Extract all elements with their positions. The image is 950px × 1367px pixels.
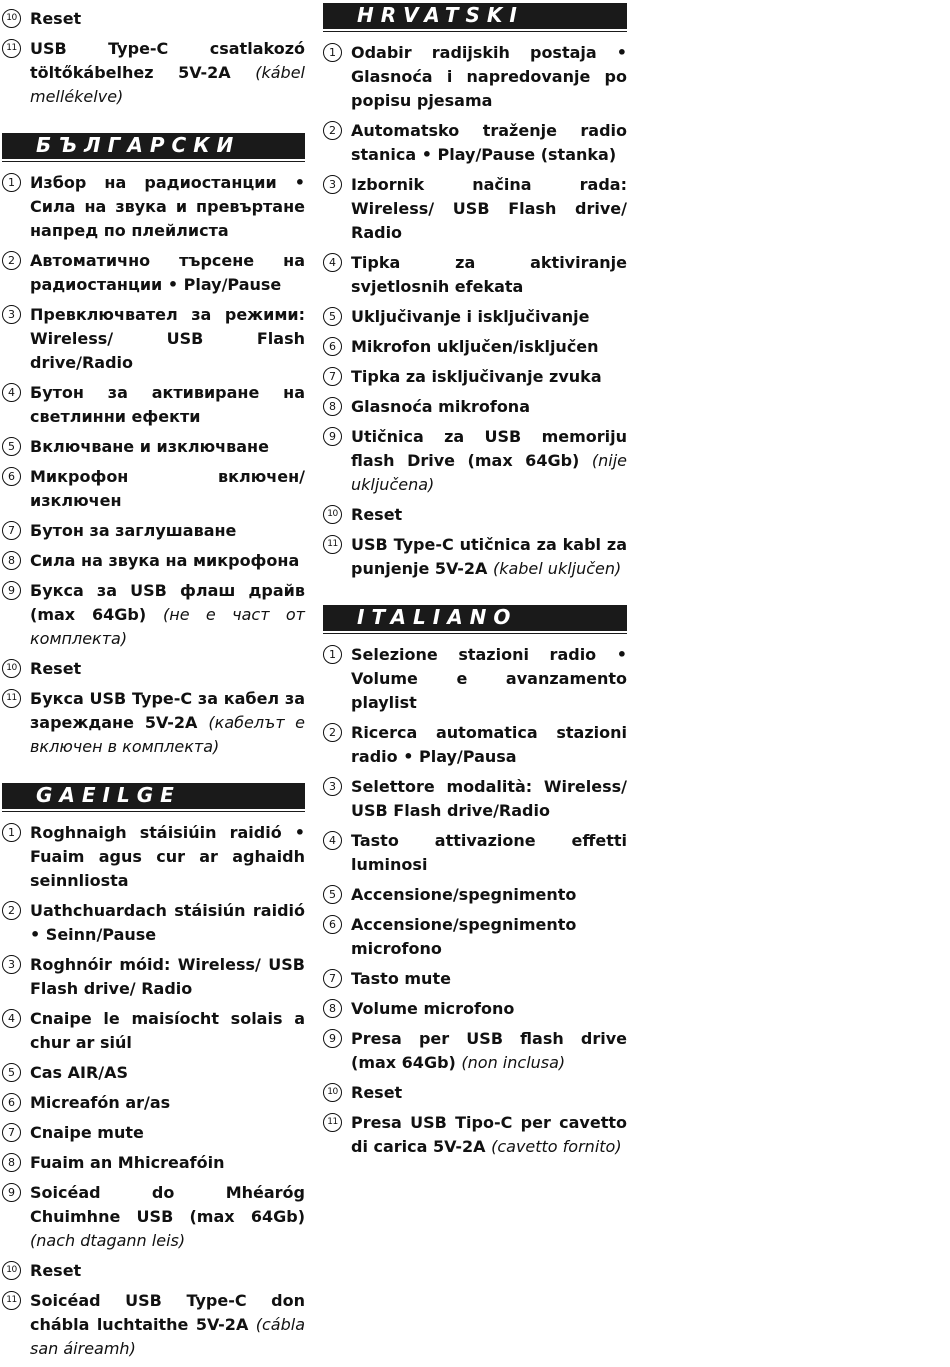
item-text: Presa USB Tipo-C per cavetto di carica 5V-2A	[351, 1113, 627, 1156]
item-text: Tasto mute	[351, 969, 451, 988]
item-note: (cavetto fornito)	[491, 1137, 622, 1156]
item-text: Utičnica za USB memoriju flash Drive (max 64Gb)	[351, 427, 627, 470]
list-item	[323, 1027, 627, 1075]
item-number-circle: 6	[2, 467, 21, 486]
item-number-circle: 6	[2, 1093, 21, 1112]
item-number-circle: 7	[323, 969, 342, 988]
item-note: (non inclusa)	[461, 1053, 566, 1072]
list-item	[2, 1151, 305, 1175]
item-note: (не е част от комплекта)	[30, 605, 306, 648]
list-item	[323, 173, 627, 245]
list-item	[323, 119, 627, 167]
list-item	[2, 37, 305, 109]
item-text: Uključivanje i isključivanje	[351, 307, 590, 326]
item-text: Избор на радиостанции • Сила на звука и превъртане напред по плейлиста	[30, 173, 305, 240]
item-number-circle: 4	[2, 383, 21, 402]
list-item	[2, 519, 305, 543]
item-number-circle: 11	[323, 1113, 342, 1132]
item-text: Automatsko traženje radio stanica • Play/Pause (stanka)	[351, 121, 627, 164]
list-item	[2, 1061, 305, 1085]
item-text: Автоматично търсене на радиостанции • Play/Pause	[30, 251, 305, 294]
list-item	[2, 1259, 305, 1283]
section-header	[323, 605, 627, 631]
list-item	[2, 249, 305, 297]
item-text: Fuaim an Mhicreafóin	[30, 1153, 225, 1172]
item-number-circle: 3	[2, 305, 21, 324]
item-text: Cnaipe mute	[30, 1123, 144, 1142]
item-number-circle: 6	[323, 915, 342, 934]
item-text: Glasnoća mikrofona	[351, 397, 530, 416]
list-item	[323, 643, 627, 715]
list-item	[323, 1111, 627, 1159]
item-number-circle: 10	[323, 1083, 342, 1102]
item-text: Reset	[351, 1083, 403, 1102]
list-item	[323, 503, 627, 527]
item-note: (nach dtagann leis)	[30, 1231, 186, 1250]
item-number-circle: 8	[2, 551, 21, 570]
list-item	[2, 1091, 305, 1115]
item-number-circle: 10	[2, 1261, 21, 1280]
item-number-circle: 8	[323, 397, 342, 416]
item-number-circle: 10	[2, 659, 21, 678]
item-number-circle: 5	[323, 307, 342, 326]
item-note: (kábel mellékelve)	[30, 63, 305, 106]
item-number-circle: 8	[323, 999, 342, 1018]
item-number-circle: 4	[323, 831, 342, 850]
list-item	[2, 381, 305, 429]
item-text: Reset	[351, 505, 403, 524]
list-item	[2, 435, 305, 459]
item-number-circle: 5	[323, 885, 342, 904]
list-item	[2, 7, 305, 31]
item-number-circle: 2	[2, 901, 21, 920]
list-item	[323, 533, 627, 581]
item-number-circle: 1	[323, 43, 342, 62]
item-number-circle: 2	[323, 121, 342, 140]
item-text: Букса USB Type-C за кабел за зареждане 5V-2A	[30, 689, 305, 732]
item-text: Reset	[30, 9, 82, 28]
item-text: Selettore modalità: Wireless/ USB Flash drive/Radio	[351, 777, 627, 820]
item-number-circle: 7	[323, 367, 342, 386]
list-item	[323, 251, 627, 299]
item-number-circle: 8	[2, 1153, 21, 1172]
list-item	[2, 1181, 305, 1253]
list-item	[2, 821, 305, 893]
item-text: Cas AIR/AS	[30, 1063, 129, 1082]
section-title: ITALIANO	[357, 605, 518, 629]
list-item	[323, 395, 627, 419]
section-title: GAEILGE	[36, 783, 181, 807]
item-number-circle: 11	[2, 689, 21, 708]
list-item	[323, 335, 627, 359]
item-number-circle: 3	[2, 955, 21, 974]
item-number-circle: 9	[323, 1029, 342, 1048]
item-number-circle: 4	[2, 1009, 21, 1028]
section-header	[323, 3, 627, 29]
list-item	[2, 687, 305, 759]
item-text: Бутон за заглушаване	[30, 521, 237, 540]
list-item	[323, 967, 627, 991]
item-note: (nije uključena)	[351, 451, 627, 494]
item-number-circle: 3	[323, 175, 342, 194]
item-text: Roghnaigh stáisiúin raidió • Fuaim agus cur ar aghaidh seinnliosta	[30, 823, 305, 890]
list-item	[323, 41, 627, 113]
item-number-circle: 1	[323, 645, 342, 664]
item-text: USB Type-C utičnica za kabl za punjenje 5V-2A	[351, 535, 627, 578]
list-item	[323, 997, 627, 1021]
list-item	[323, 775, 627, 823]
list-item	[2, 171, 305, 243]
item-number-circle: 10	[2, 9, 21, 28]
list-item	[2, 549, 305, 573]
item-text: Сила на звука на микрофона	[30, 551, 300, 570]
list-item	[323, 829, 627, 877]
list-item	[323, 365, 627, 389]
item-number-circle: 10	[323, 505, 342, 524]
list-item	[323, 913, 627, 961]
left-column	[2, 0, 305, 1367]
list-item	[2, 953, 305, 1001]
section-title: HRVATSKI	[357, 3, 524, 27]
list-item	[2, 1121, 305, 1145]
item-text: Micreafón ar/as	[30, 1093, 171, 1112]
item-text: Reset	[30, 1261, 82, 1280]
item-note: (kabel uključen)	[492, 559, 622, 578]
list-item	[323, 721, 627, 769]
item-number-circle: 2	[323, 723, 342, 742]
item-number-circle: 4	[323, 253, 342, 272]
item-text: Selezione stazioni radio • Volume e avanzamento playlist	[351, 645, 627, 712]
list-item	[2, 303, 305, 375]
item-text: Reset	[30, 659, 82, 678]
item-number-circle: 11	[323, 535, 342, 554]
item-text: Mikrofon uključen/isključen	[351, 337, 599, 356]
item-text: Tasto attivazione effetti luminosi	[351, 831, 627, 874]
item-text: USB Type-C csatlakozó töltőkábelhez 5V-2A	[30, 39, 305, 82]
list-item	[2, 899, 305, 947]
item-number-circle: 2	[2, 251, 21, 270]
item-text: Roghnóir móid: Wireless/ USB Flash drive/ Radio	[30, 955, 305, 998]
list-item	[323, 1081, 627, 1105]
item-text: Volume microfono	[351, 999, 515, 1018]
list-item	[2, 1007, 305, 1055]
item-text: Izbornik načina rada: Wireless/ USB Flash drive/ Radio	[351, 175, 627, 242]
item-number-circle: 7	[2, 521, 21, 540]
item-text: Odabir radijskih postaja • Glasnoća i napredovanje po popisu pjesama	[351, 43, 627, 110]
item-text: Accensione/spegnimento microfono	[351, 915, 577, 958]
item-text: Tipka za isključivanje zvuka	[351, 367, 602, 386]
item-text: Cnaipe le maisíocht solais a chur ar siúl	[30, 1009, 305, 1052]
list-item	[323, 425, 627, 497]
item-text: Tipka za aktiviranje svjetlosnih efekata	[351, 253, 627, 296]
item-number-circle: 5	[2, 1063, 21, 1082]
item-note: (cábla san áireamh)	[30, 1315, 305, 1358]
item-text: Accensione/spegnimento	[351, 885, 577, 904]
item-number-circle: 3	[323, 777, 342, 796]
item-text: Превключвател за режими: Wireless/ USB Flash drive/Radio	[30, 305, 305, 372]
item-text: Soicéad do Mhéaróg Chuimhne USB (max 64Gb)	[30, 1183, 305, 1226]
list-item	[323, 305, 627, 329]
list-item	[323, 883, 627, 907]
item-text: Soicéad USB Type-C don chábla luchtaithe 5V-2A	[30, 1291, 305, 1334]
section-title: БЪЛГАРСКИ	[36, 133, 241, 157]
item-number-circle: 1	[2, 823, 21, 842]
item-number-circle: 7	[2, 1123, 21, 1142]
right-column	[323, 0, 627, 1165]
item-number-circle: 5	[2, 437, 21, 456]
item-number-circle: 9	[323, 427, 342, 446]
list-item	[2, 657, 305, 681]
section-header	[2, 133, 305, 159]
item-text: Включване и изключване	[30, 437, 269, 456]
item-number-circle: 11	[2, 39, 21, 58]
list-item	[2, 579, 305, 651]
item-text: Ricerca automatica stazioni radio • Play/Pausa	[351, 723, 627, 766]
list-item	[2, 1289, 305, 1361]
item-text: Uathchuardach stáisiún raidió • Seinn/Pause	[30, 901, 305, 944]
section-header	[2, 783, 305, 809]
item-text: Бутон за активиране на светлинни ефекти	[30, 383, 305, 426]
item-text: Микрофон включен/изключен	[30, 467, 305, 510]
item-number-circle: 1	[2, 173, 21, 192]
item-note: (кабелът е включен в комплекта)	[30, 713, 306, 756]
item-number-circle: 6	[323, 337, 342, 356]
list-item	[2, 465, 305, 513]
item-number-circle: 9	[2, 1183, 21, 1202]
item-text: Букса за USB флаш драйв (max 64Gb)	[30, 581, 305, 624]
item-number-circle: 11	[2, 1291, 21, 1310]
item-text: Presa per USB flash drive (max 64Gb)	[351, 1029, 627, 1072]
item-number-circle: 9	[2, 581, 21, 600]
